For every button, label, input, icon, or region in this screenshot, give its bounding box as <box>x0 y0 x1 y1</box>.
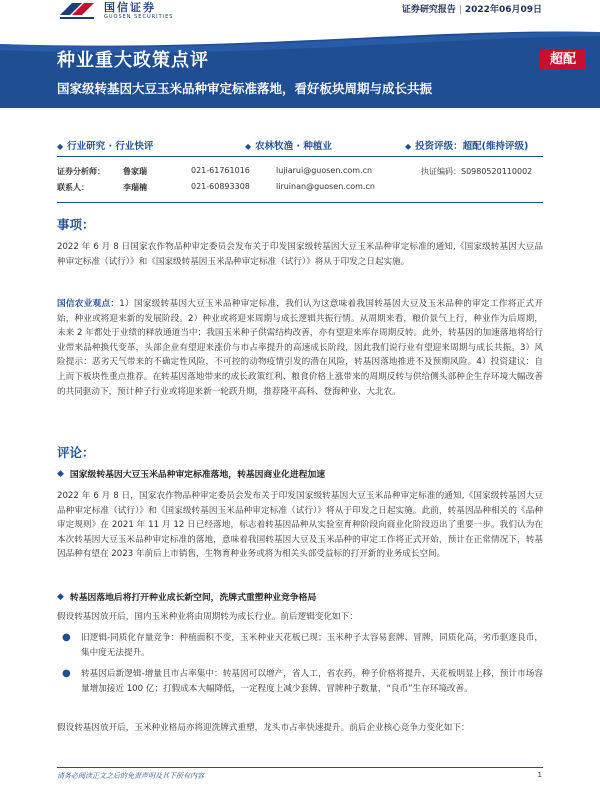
comment-paragraph-1: 2022 年 6 月 8 日，国家农作物品种审定委员会发布关于印发国家级转基因大豆玉米品种审定标准的通知,《国家级转基因大豆品种审定标准（试行）》和《国家级转基因玉米品种审定标准（试行）》将从于印发之日起实施。此前，转基因品种相关的《品种审定规则》在 2021 年 11 月 12 日已经落地，标志着转基因品种从实验室育种阶段向商业化阶段迈出了重要一步。我们认为在本次转基因大豆玉米品种审定标准的落地，意味着我国转基因大豆及玉米品种的审定工作将正式开始，预计在正常情况下，转基因品种有望在 2023 年前后上市销售，生物育种业务或将为相关头部受益标的打开新的业务成长空间。 <box>57 491 543 560</box>
category-rating <box>405 138 528 152</box>
analyst-name: 李瑞楠 <box>123 183 147 192</box>
page-number: 1 <box>537 771 542 779</box>
category-sector-label: 农林牧渔 · 种植业 <box>255 141 332 152</box>
rating-badge: 超配 <box>540 50 586 70</box>
view-label: 国信农业观点： <box>57 299 120 309</box>
diamond-icon: ◆ <box>245 142 252 151</box>
analyst-email[interactable]: lujiarui@guosen.com.cn <box>276 166 373 175</box>
list-item <box>62 631 543 660</box>
comment-heading: 评论： <box>57 445 95 460</box>
category-divider <box>57 156 543 157</box>
view-paragraph <box>57 297 543 399</box>
comment-subhead-1 <box>57 467 325 480</box>
analyst-email[interactable]: liruinan@guosen.com.cn <box>276 182 375 191</box>
bullet-dot-icon: ● <box>62 632 71 643</box>
bullet-dot-icon: ● <box>62 668 71 679</box>
diamond-icon: ◆ <box>57 468 64 479</box>
list-item <box>62 667 543 696</box>
disclaimer-note: 请务必阅读正文之后的免责声明及其下所有内容 <box>57 772 204 780</box>
comment-paragraph-2: 假设转基因放开后，国内玉米种业将由周期转为成长行业。前后逻辑变化如下： <box>57 612 358 622</box>
analyst-cert: 执证编码：S0980520110002 <box>421 167 533 176</box>
analyst-phone: 021-60893308 <box>191 182 250 191</box>
category-industry <box>57 138 153 152</box>
company-logo <box>58 0 173 22</box>
comment-subhead-2 <box>57 590 316 603</box>
report-date: 2022年06月09日 <box>464 5 542 15</box>
guosen-logo-icon <box>58 1 98 21</box>
event-paragraph: 2022 年 6 月 8 日国家农作物品种审定委员会发布关于印发国家级转基因大豆玉米品种审定标准的通知,《国家级转基因大豆品种审定标准（试行）》和《国家级转基因玉米品种审定标准（试行）》将从于印发之日起实施。 <box>57 242 543 267</box>
view-text: 1）国家级转基因大豆玉米品种审定标准，我们认为这意味着我国转基因大豆及玉米品种的审定工作将正式开始，种业或将迎来新的发展阶段。2）种业或将迎来周期与成长逻辑共振行情。从周期来看，粮价景气上行，种业作为后周期，未来 2 年都处于业绩的释放通道当中；我国玉米种子供需结构改善，亦有望迎来库存周期反转。此外，转基因的加速落地将给行业带来品种换代变革，头部企业有望迎来涨价与市占率提升的高速成长阶段，因此我们说行业有望迎来周期与成长共振。3）风险提示：恶劣天气带来的不确定性风险，不可控的动物疫情引发的潜在风险，转基因落地推进不及预期风险。4）投资建议：自上而下板块性重点推荐。在转基因落地带来的成长政策红利、粮食价格上涨带来的周期反转与供给侧头部种企生存环境大幅改善的共同驱动下，预计种子行业或将迎来新一轮跃升期，推荐隆平高科、登海种业、大北农。 <box>57 299 543 397</box>
analyst-name: 鲁家瑞 <box>123 167 147 176</box>
banner-subtitle: 国家级转基因大豆玉米品种审定标准落地，看好板块周期与成长共振 <box>57 81 433 96</box>
comment-subhead-2-text: 转基因落地后将打开种业成长新空间，洗牌式重塑种业竞争格局 <box>69 593 317 603</box>
category-industry-label: 行业研究 · 行业快评 <box>67 141 154 152</box>
comment-subhead-1-text: 国家级转基因大豆玉米品种审定标准落地，转基因商业化进程加速 <box>69 470 326 480</box>
analyst-role: 证券分析师： <box>57 167 105 176</box>
list-item-text: 旧逻辑-同质化存量竞争：种植面积不变，玉米种业天花板已现；玉米种子太容易套牌、冒牌，同质化高，劣币驱逐良币，集中度无法提升。 <box>81 633 543 658</box>
logo-en-text: GUOSEN SECURITIES <box>104 14 174 20</box>
top-bar <box>0 0 600 26</box>
diamond-icon: ◆ <box>405 142 412 151</box>
banner-title: 种业重大政策点评 <box>57 50 209 71</box>
event-heading: 事项： <box>57 217 95 232</box>
analyst-divider <box>57 202 543 203</box>
comment-paragraph-3: 假设转基因放开后，玉米种业格局亦将迎洗牌式重塑，龙头市占率快速提升。前后企业核心竞争力变化如下： <box>57 723 470 733</box>
analyst-role: 联系人： <box>57 183 89 192</box>
analyst-phone: 021-61761016 <box>191 166 250 175</box>
diamond-icon: ◆ <box>57 591 64 602</box>
report-meta: 证券研究报告 | 2022年06月09日 <box>401 5 542 15</box>
category-sector <box>245 138 332 152</box>
report-type: 证券研究报告 <box>401 5 456 15</box>
category-rating-label: 投资评级：超配(维持评级) <box>415 141 529 152</box>
logo-cn-text: 国信证券 <box>104 1 156 14</box>
diamond-icon: ◆ <box>57 142 64 151</box>
footer-divider <box>57 767 543 768</box>
list-item-text: 转基因后新逻辑-增量且市占率集中：转基因可以增产，省人工，省农药，种子价格将提升，天花板明显上移，预计市场容量增加接近 100 亿；打假成本大幅降低，一定程度上减少套牌、冒牌种子数量，“良币”生存环境改善。 <box>81 669 543 694</box>
